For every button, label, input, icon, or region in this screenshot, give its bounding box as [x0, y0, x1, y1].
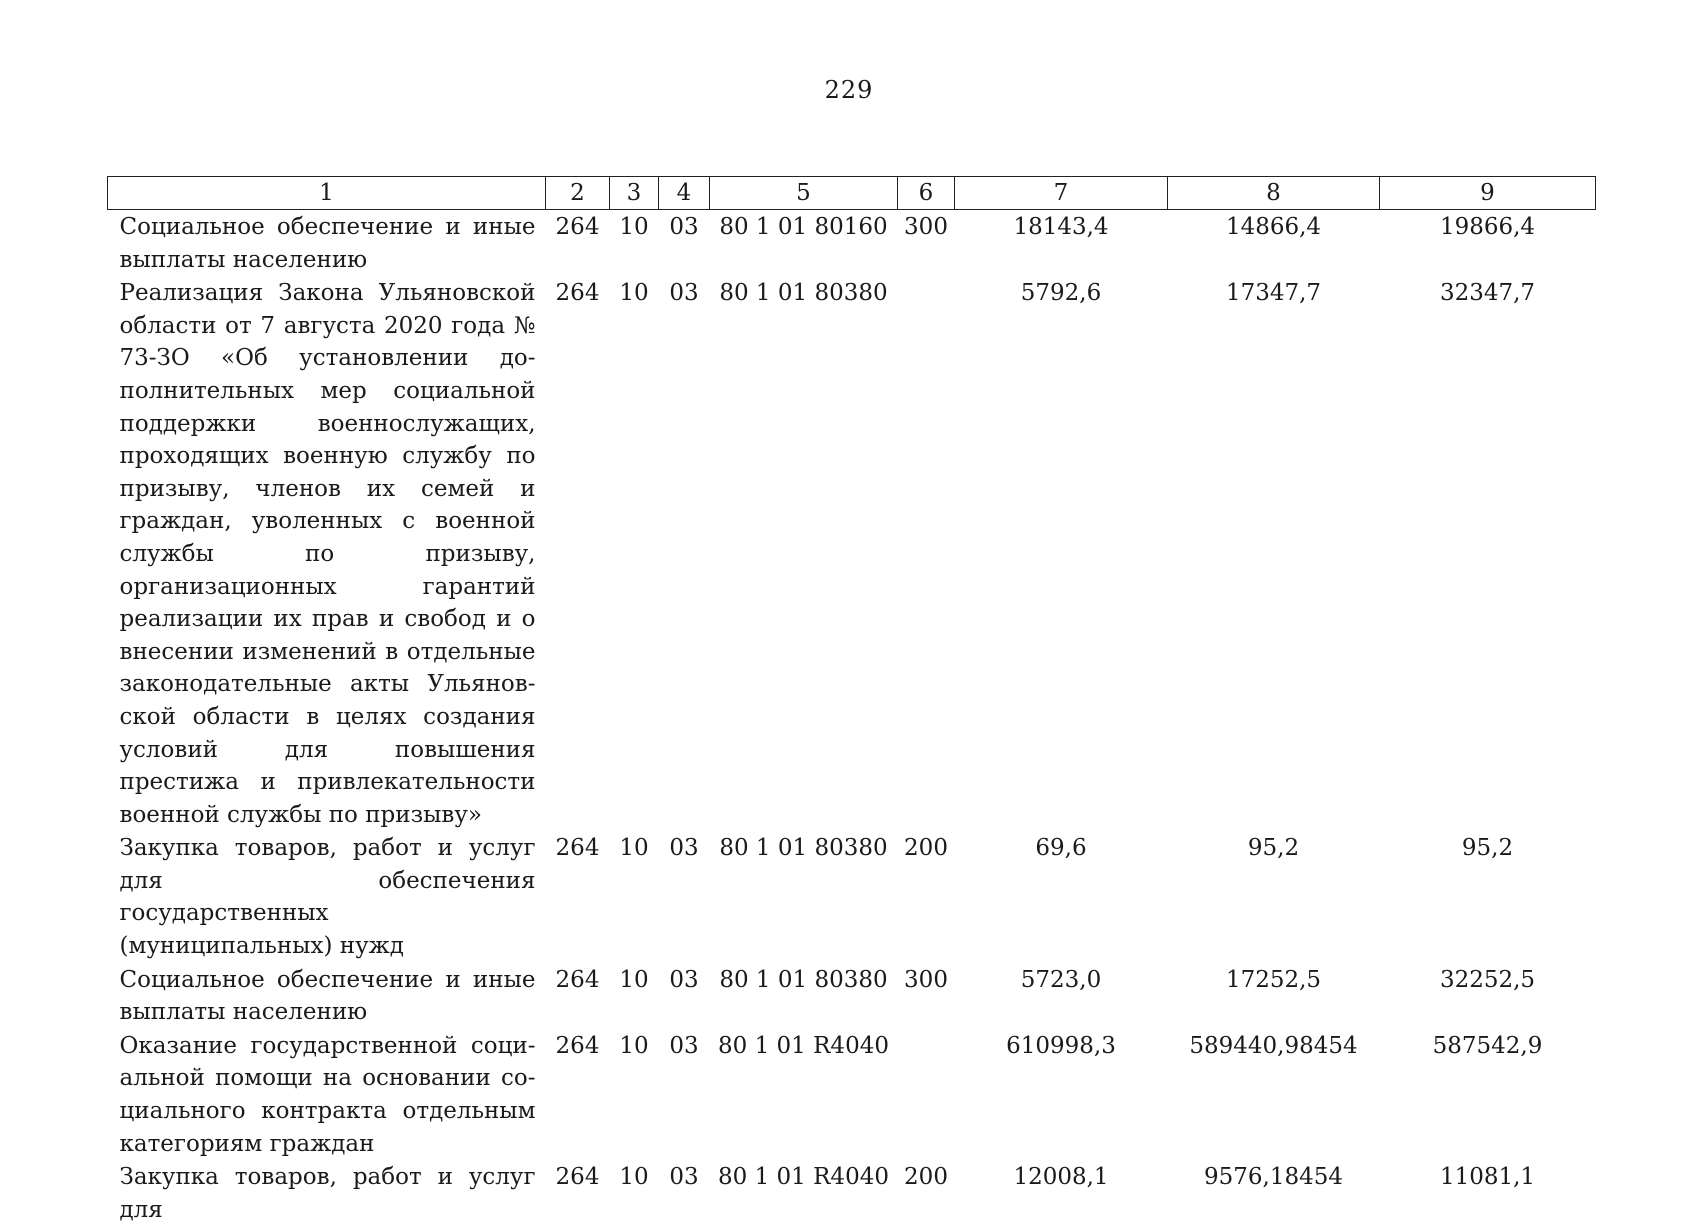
cell-amount-col8: 589440,98454: [1189, 1032, 1358, 1059]
cell-amount-col9: 32347,7: [1439, 280, 1536, 307]
cell-expense-type: 200: [904, 1164, 948, 1191]
cell-subsection: 03: [669, 214, 699, 240]
cell-section: 10: [619, 1164, 649, 1191]
column-header: 5: [710, 177, 898, 210]
cell-amount-col8: 95,2: [1247, 835, 1300, 862]
cell-amount-col9: 32252,5: [1439, 966, 1536, 993]
table-row: [108, 276, 1596, 831]
column-header: 3: [610, 177, 659, 210]
cell-section: 10: [619, 214, 649, 240]
cell-target-article: 80 1 01 80380: [719, 835, 888, 862]
cell-target-article: 80 1 01 R4040: [718, 1164, 889, 1191]
column-header: 6: [898, 177, 955, 210]
cell-amount-col8: 14866,4: [1225, 214, 1322, 240]
cell-amount-col7: 69,6: [1035, 835, 1087, 862]
table-row: [108, 1160, 1596, 1226]
cell-target-article: 80 1 01 R4040: [718, 1032, 889, 1059]
cell-expense-type: 200: [904, 835, 948, 862]
table-header-row: [108, 177, 1596, 210]
cell-section: 10: [619, 835, 649, 862]
column-header: 2: [546, 177, 610, 210]
cell-expense-type: [898, 1029, 955, 1160]
cell-amount-col9: 11081,1: [1439, 1164, 1536, 1191]
cell-expense-type: [898, 276, 955, 831]
budget-table: [107, 176, 1596, 1226]
cell-amount-col9: 95,2: [1461, 835, 1514, 862]
column-header: 7: [955, 177, 1168, 210]
cell-ministry-code: 264: [555, 280, 600, 307]
row-description: Реализация Закона Ульяновской области от 7 августа 2020 года № 73-ЗО «Об установлении дополнительных мер социальной поддержки военнослужащих, проходящих военную службу по призыву, членов их семей и граждан, уволенных с военной службы по призыву, организационных гарантий реализации их прав и свобод и о внесении изменений в отдельные законодательные акты Ульяновской области в целях создания условий для повышения престижа и привлекательности военной службы по призыву»: [119, 280, 536, 828]
cell-section: 10: [619, 966, 649, 993]
cell-ministry-code: 264: [555, 966, 600, 993]
row-description: Закупка товаров, работ и услуг для обеспечения государственных (муниципальных) нужд: [119, 835, 536, 960]
cell-ministry-code: 264: [555, 1032, 600, 1059]
cell-subsection: 03: [669, 280, 699, 307]
table-row: [108, 210, 1596, 277]
table-row: [108, 831, 1596, 962]
cell-amount-col8: 9576,18454: [1203, 1164, 1343, 1191]
cell-section: 10: [619, 1032, 649, 1059]
table-row: [108, 1029, 1596, 1160]
cell-expense-type: 300: [904, 214, 948, 240]
cell-target-article: 80 1 01 80380: [719, 966, 888, 993]
row-description: Социальное обеспечение и иные выплаты населению: [119, 214, 536, 273]
cell-target-article: 80 1 01 80380: [719, 280, 888, 307]
cell-amount-col7: 5723,0: [1020, 966, 1102, 993]
cell-amount-col7: 610998,3: [1006, 1032, 1116, 1059]
column-header: 9: [1380, 177, 1596, 210]
cell-amount-col8: 17347,7: [1225, 280, 1322, 307]
cell-target-article: 80 1 01 80160: [719, 214, 888, 240]
cell-ministry-code: 264: [555, 835, 600, 862]
column-header: 4: [659, 177, 710, 210]
cell-expense-type: 300: [904, 966, 948, 993]
cell-amount-col7: 5792,6: [1020, 280, 1102, 307]
cell-subsection: 03: [669, 1032, 699, 1059]
row-description: Оказание государственной социальной помощи на основании социального контракта отдельным категориям граждан: [119, 1032, 536, 1157]
cell-amount-col7: 12008,1: [1013, 1164, 1109, 1191]
cell-ministry-code: 264: [555, 214, 600, 240]
column-header: 1: [108, 177, 546, 210]
cell-subsection: 03: [669, 966, 699, 993]
row-description: Социальное обеспечение и иные выплаты населению: [119, 966, 536, 1026]
table-row: [108, 963, 1596, 1029]
cell-amount-col9: 587542,9: [1432, 1032, 1543, 1059]
page-number: 229: [824, 76, 874, 104]
cell-amount-col8: 17252,5: [1225, 966, 1322, 993]
cell-section: 10: [619, 280, 649, 307]
cell-subsection: 03: [669, 1164, 699, 1191]
cell-amount-col7: 18143,4: [1013, 214, 1109, 240]
cell-subsection: 03: [669, 835, 699, 862]
row-description: Закупка товаров, работ и услуг для: [119, 1164, 536, 1223]
cell-ministry-code: 264: [555, 1164, 600, 1191]
cell-amount-col9: 19866,4: [1439, 214, 1536, 240]
column-header: 8: [1168, 177, 1380, 210]
